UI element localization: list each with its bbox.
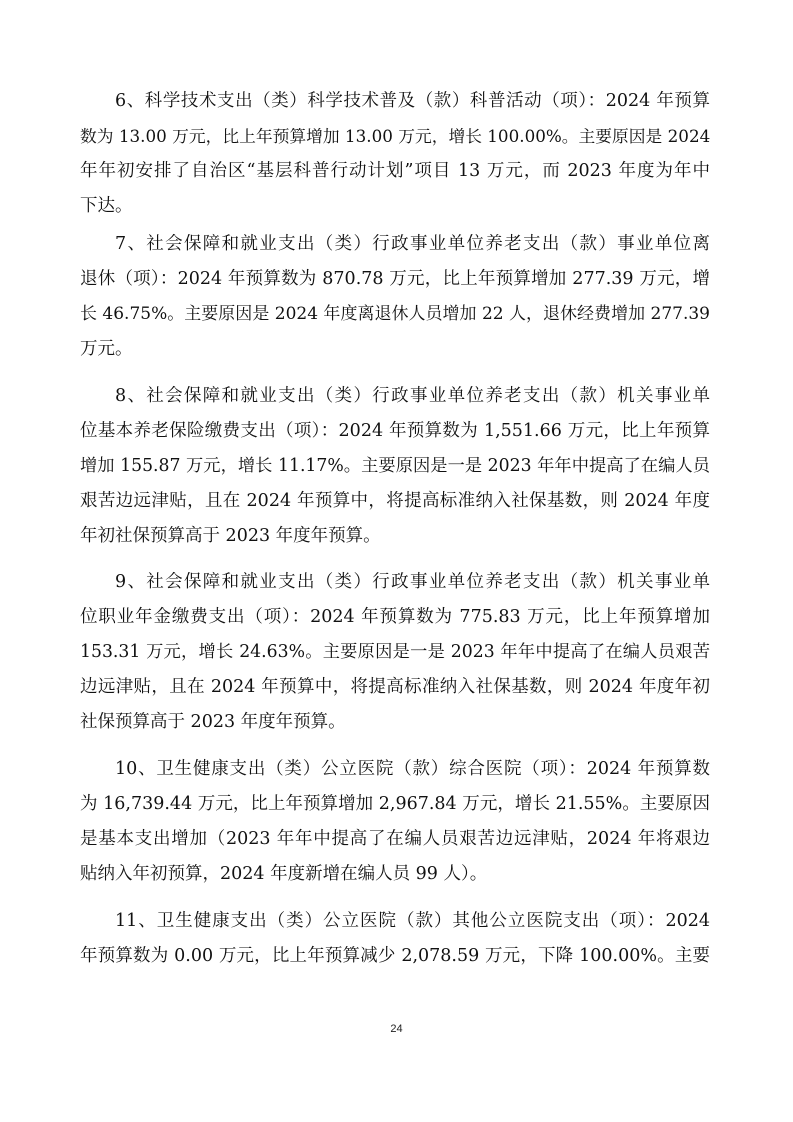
text-line: 153.31 万元，增长 24.63%。主要原因是一是 2023 年年中提高了在编人员艰苦 [80, 642, 710, 662]
text-line: 下达。 [80, 196, 133, 216]
text-line: 增加 155.87 万元，增长 11.17%。主要原因是一是 2023 年年中提高了在编人员 [80, 456, 710, 476]
text-line: 退休（项）：2024 年预算数为 870.78 万元，比上年预算增加 277.39 万元，增 [80, 269, 710, 289]
text-line: 11、卫生健康支出（类）公立医院（款）其他公立医院支出（项）：2024 [115, 911, 710, 931]
text-line: 9、社会保障和就业支出（类）行政事业单位养老支出（款）机关事业单 [115, 572, 710, 592]
text-line: 年年初安排了自治区“基层科普行动计划”项目 13 万元，而 2023 年度为年中 [80, 161, 710, 181]
text-line: 数为 13.00 万元，比上年预算增加 13.00 万元，增长 100.00%。主要原因是 2024 [80, 126, 711, 146]
text-line: 6、科学技术支出（类）科学技术普及（款）科普活动（项）：2024 年预算 [115, 91, 710, 111]
text-line: 社保预算高于 2023 年度年预算。 [80, 712, 346, 732]
text-line: 7、社会保障和就业支出（类）行政事业单位养老支出（款）事业单位离 [115, 234, 710, 254]
text-line: 8、社会保障和就业支出（类）行政事业单位养老支出（款）机关事业单 [115, 386, 710, 406]
text-line: 10、卫生健康支出（类）公立医院（款）综合医院（项）：2024 年预算数 [115, 759, 710, 779]
text-line: 长 46.75%。主要原因是 2024 年度离退休人员增加 22 人，退休经费增加 277.39 [80, 304, 710, 324]
text-line: 边远津贴，且在 2024 年预算中，将提高标准纳入社保基数，则 2024 年度年初 [80, 677, 710, 697]
text-line: 位基本养老保险缴费支出（项）：2024 年预算数为 1,551.66 万元，比上年预算 [80, 421, 710, 441]
page-number: 24 [390, 1023, 403, 1035]
text-line: 年预算数为 0.00 万元，比上年预算减少 2,078.59 万元，下降 100.00%。主要 [80, 946, 710, 966]
text-line: 艰苦边远津贴，且在 2024 年预算中，将提高标准纳入社保基数，则 2024 年度 [80, 491, 710, 511]
text-line: 为 16,739.44 万元，比上年预算增加 2,967.84 万元，增长 21.55%。主要原因 [80, 794, 710, 814]
text-line: 位职业年金缴费支出（项）：2024 年预算数为 775.83 万元，比上年预算增加 [80, 607, 710, 627]
text-line: 是基本支出增加（2023 年年中提高了在编人员艰苦边远津贴，2024 年将艰边 [80, 829, 710, 849]
text-line: 万元。 [80, 339, 133, 359]
text-line: 年初社保预算高于 2023 年度年预算。 [80, 526, 381, 546]
text-line: 贴纳入年初预算，2024 年度新增在编人员 99 人）。 [80, 864, 488, 884]
